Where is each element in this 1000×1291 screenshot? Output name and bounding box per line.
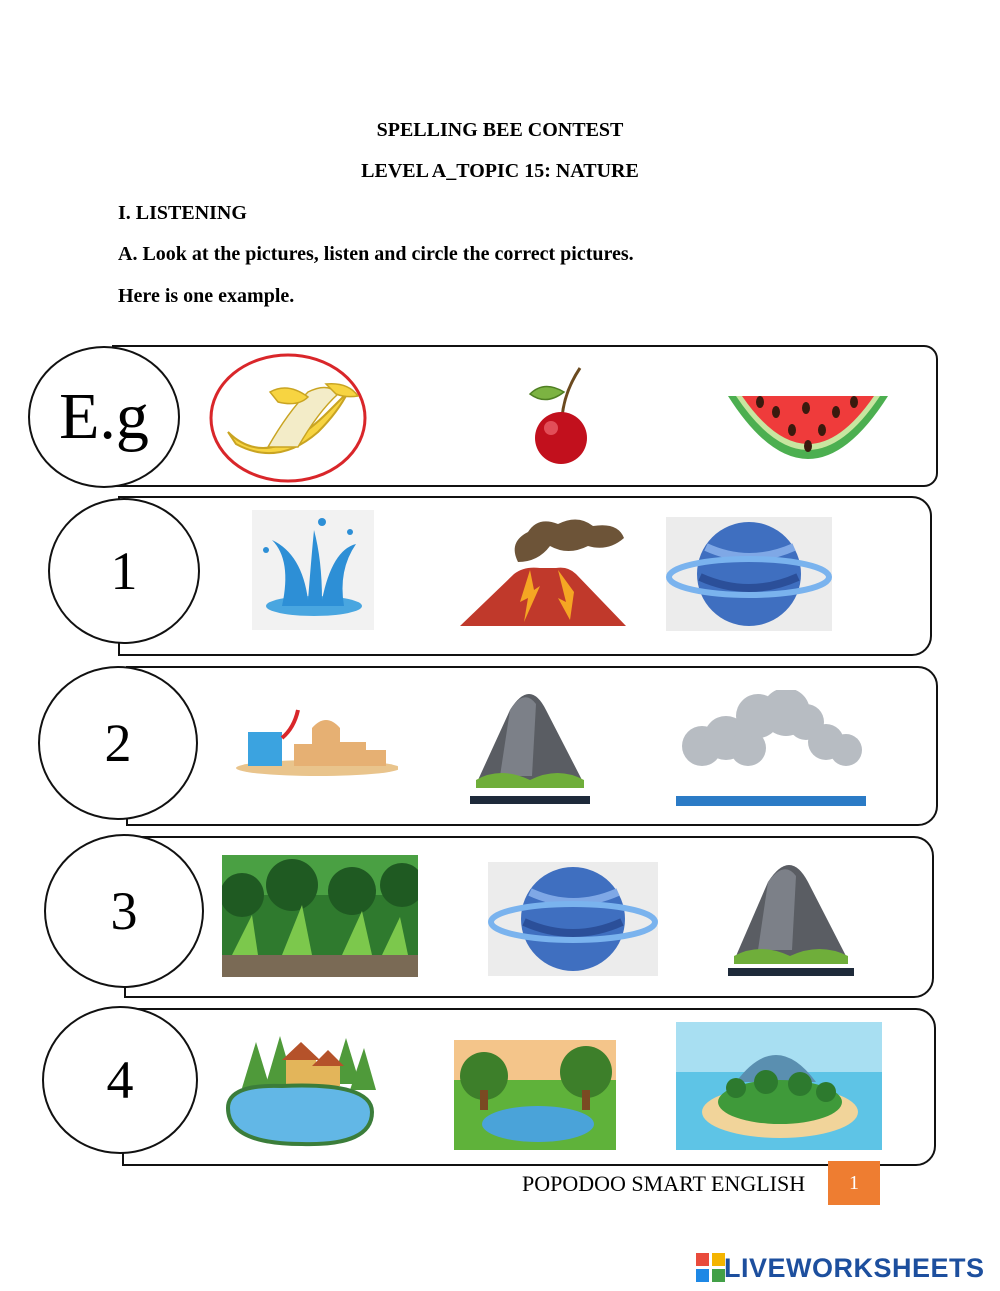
question-2-label: 2 <box>104 713 132 773</box>
smoke-picture[interactable] <box>676 690 866 806</box>
planet-picture-2[interactable] <box>488 862 658 976</box>
rock-picture-2[interactable] <box>728 852 854 976</box>
page-number-badge <box>828 1161 880 1205</box>
watermelon-picture[interactable] <box>726 392 890 464</box>
question-4-circle <box>42 1006 198 1154</box>
page-subtitle: LEVEL A_TOPIC 15: NATURE <box>361 160 639 182</box>
question-4-label: 4 <box>106 1050 134 1110</box>
example-label-circle <box>28 346 180 488</box>
pond-in-park-picture[interactable] <box>454 1040 616 1150</box>
question-3-circle <box>44 834 204 988</box>
volcano-picture[interactable] <box>458 512 630 630</box>
liveworksheets-logo-icon <box>696 1253 726 1283</box>
section-heading: I. LISTENING <box>118 202 247 224</box>
instruction-text: A. Look at the pictures, listen and circle the correct pictures. <box>118 243 634 265</box>
cherry-picture[interactable] <box>524 362 598 464</box>
question-3-label: 3 <box>110 881 138 941</box>
rock-picture[interactable] <box>470 680 590 804</box>
page-number: 1 <box>849 1171 859 1194</box>
question-2-circle <box>38 666 198 820</box>
footer-brand: POPODOO SMART ENGLISH <box>522 1171 806 1196</box>
island-picture[interactable] <box>676 1022 882 1150</box>
question-1-circle <box>48 498 200 644</box>
pond-with-houses-picture[interactable] <box>222 1028 378 1148</box>
water-splash-picture[interactable] <box>252 510 374 630</box>
planet-picture[interactable] <box>666 517 832 631</box>
banana-picture[interactable] <box>208 352 368 484</box>
sandcastle-picture[interactable] <box>228 708 398 776</box>
page-title: SPELLING BEE CONTEST <box>376 119 624 141</box>
jungle-picture[interactable] <box>222 855 418 977</box>
example-label: E.g <box>59 380 149 453</box>
example-note: Here is one example. <box>118 285 295 307</box>
question-1-label: 1 <box>110 541 138 601</box>
liveworksheets-logo-text: LIVEWORKSHEETS <box>724 1253 985 1283</box>
